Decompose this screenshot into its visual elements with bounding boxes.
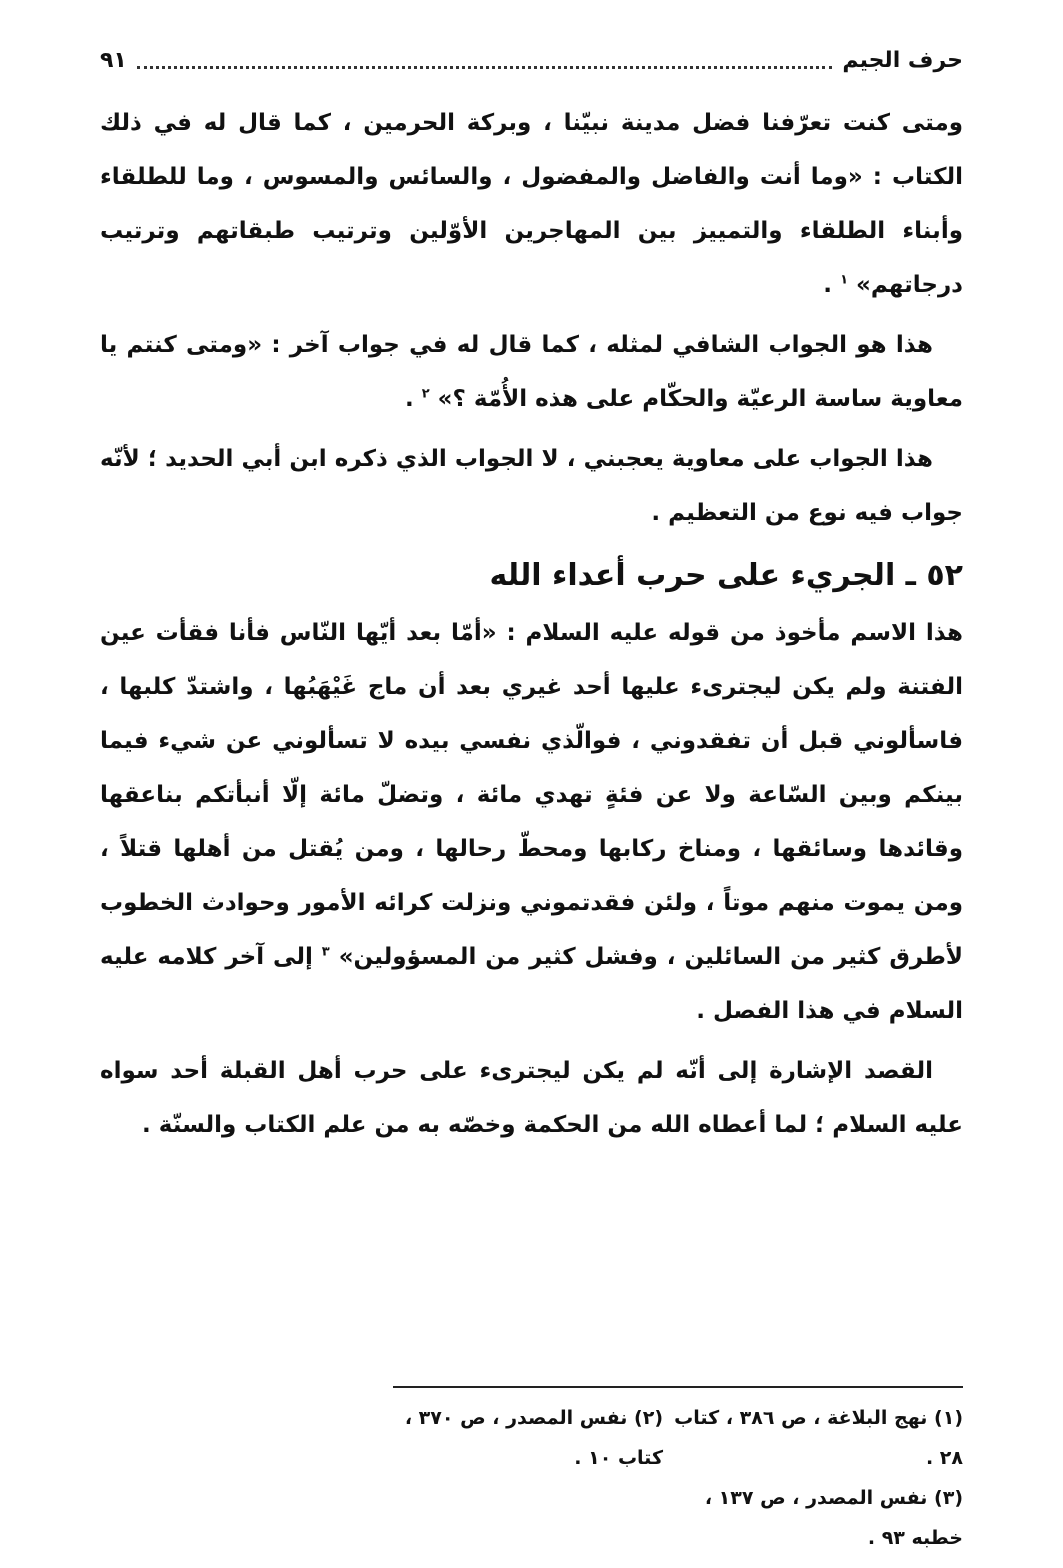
paragraph-text: القصد الإشارة إلى أنّه لم يكن ليجترىء على حرب أهل القبلة أحد سواه عليه السلام ؛ لما أعطاه الله من الحكمة وخصّه به من علم الكتاب والسنّة . xyxy=(100,1058,963,1138)
section-body xyxy=(100,606,963,1158)
footnote-row xyxy=(100,1478,963,1558)
footnote-row xyxy=(100,1398,963,1478)
footnote-divider xyxy=(393,1386,963,1388)
body-text xyxy=(100,96,963,546)
page-number: ٩١ xyxy=(100,47,127,73)
paragraph-text: ومتى كنت تعرّفنا فضل مدينة نبيّنا ، وبركة الحرمين ، كما قال له في ذلك الكتاب : «وما أنت والفاضل والمفضول ، والسائس والمسوس ، وما للطلقاء وأبناء الطلقاء والتمييز بين المهاجرين الأوّلين وترتيب طبقاتهم وترتيب درجاتهم» xyxy=(100,110,963,298)
footnote-3: (٣) نفس المصدر ، ص ١٣٧ ، خطبه ٩٣ . xyxy=(704,1487,963,1549)
running-header xyxy=(100,42,963,78)
paragraph-tail: . xyxy=(404,386,414,412)
section-heading: ٥٢ ـ الجريء على حرب أعداء الله xyxy=(489,558,963,593)
paragraph-tail: . xyxy=(823,272,833,298)
footnote-ref: ١ xyxy=(840,272,848,288)
chapter-title: حرف الجيم xyxy=(842,47,963,73)
footnote-1: (١) نهج البلاغة ، ص ٣٨٦ ، كتاب ٢٨ . xyxy=(674,1407,963,1469)
paragraph-text: هذا هو الجواب الشافي لمثله ، كما قال له في جواب آخر : «ومتى كنتم يا معاوية ساسة الرعيّة والحكّام على هذه الأُمّة ؟» xyxy=(100,332,963,412)
section-paragraph-1 xyxy=(100,606,963,1038)
footnote-ref: ٢ xyxy=(421,386,430,402)
paragraph-text: هذا الجواب على معاوية يعجبني ، لا الجواب الذي ذكره ابن أبي الحديد ؛ لأنّه جواب فيه نوع من التعظيم . xyxy=(100,446,963,526)
paragraph-3 xyxy=(100,432,963,540)
paragraph-tail: إلى آخر كلامه عليه السلام في هذا الفصل . xyxy=(100,944,963,1024)
header-dot-leader xyxy=(137,52,832,69)
footnote-2: (٢) نفس المصدر ، ص ٣٧٠ ، كتاب ١٠ . xyxy=(404,1407,663,1469)
section-paragraph-2 xyxy=(100,1044,963,1152)
paragraph-text: هذا الاسم مأخوذ من قوله عليه السلام : «أمّا بعد أيّها النّاس فأنا فقأت عين الفتنة ولم يكن ليجترىء عليها أحد غيري بعد أن ماج غَيْهَبُها ، واشتدّ كلبها ، فاسألوني قبل أن تفقدوني ، فوالّذي نفسي بيده لا تسألوني عن شيء فيما بينكم وبين السّاعة ولا عن فئةٍ تهدي مائة ، وتضلّ مائة إلّا أنبأتكم بناعقها وقائدها وسائقها ، ومناخ ركابها ومحطّ رحالها ، ومن يُقتل من أهلها قتلاً ، ومن يموت منهم موتاً ، ولئن فقدتموني ونزلت كرائه الأمور وحوادث الخطوب لأطرق كثير من السائلين ، وفشل كثير من المسؤولين» xyxy=(100,620,964,970)
paragraph-2 xyxy=(100,318,963,426)
footnotes xyxy=(100,1398,963,1558)
paragraph-1 xyxy=(100,96,963,312)
footnote-ref: ٣ xyxy=(321,944,330,960)
